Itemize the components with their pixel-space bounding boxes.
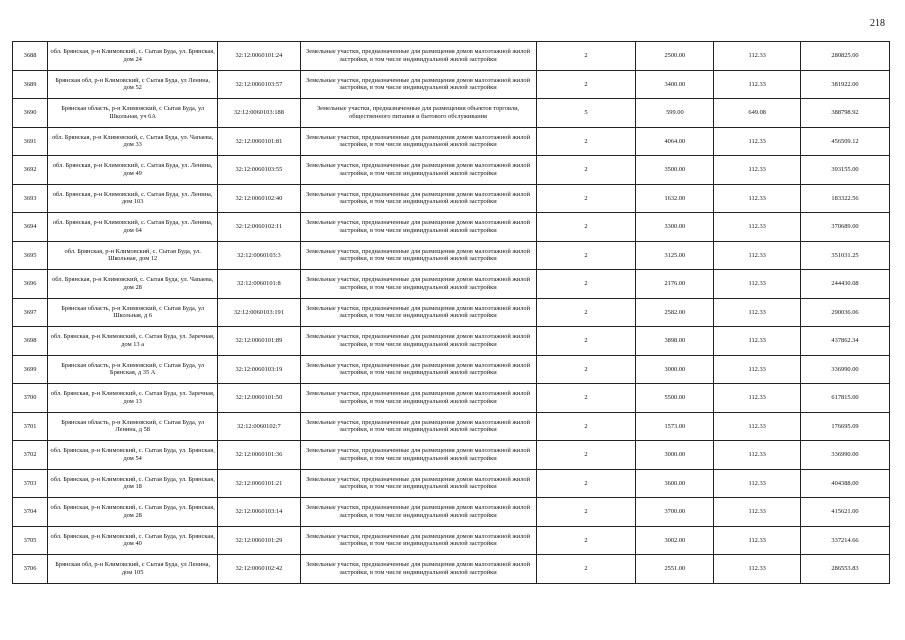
address-cell: обл. Брянская, р-н Климовский, с. Сытая Буда, ул. Брянская, дом 28: [48, 498, 218, 527]
table-row: [13, 526, 890, 555]
table-row: [13, 298, 890, 327]
area-cell: 599.00: [636, 99, 714, 128]
cadastral-value-cell: 336990.00: [801, 441, 890, 470]
area-cell: 3000.00: [636, 441, 714, 470]
table-row: [13, 270, 890, 299]
land-purpose-cell: Земельные участки, предназначенные для размещения домов малоэтажной жилой застройки, в том числе индивидуальной жилой застройки: [300, 555, 536, 584]
table-row: [13, 70, 890, 99]
area-cell: 5500.00: [636, 384, 714, 413]
row-number-cell: 3705: [13, 526, 48, 555]
land-purpose-cell: Земельные участки, предназначенные для размещения домов малоэтажной жилой застройки, в том числе индивидуальной жилой застройки: [300, 355, 536, 384]
cadastral-value-cell: 437862.34: [801, 327, 890, 356]
table-row: [13, 42, 890, 71]
row-number-cell: 3697: [13, 298, 48, 327]
row-number-cell: 3690: [13, 99, 48, 128]
table-row: [13, 469, 890, 498]
specific-value-cell: 112.33: [714, 384, 801, 413]
cadastral-number-cell: 32:12:0060101:24: [218, 42, 300, 71]
row-number-cell: 3701: [13, 412, 48, 441]
table-row: [13, 384, 890, 413]
address-cell: обл. Брянская, р-н Климовский, с. Сытая Буда, ул. Заречная, дом 13: [48, 384, 218, 413]
land-purpose-cell: Земельные участки, предназначенные для размещения домов малоэтажной жилой застройки, в том числе индивидуальной жилой застройки: [300, 184, 536, 213]
page-number: 218: [870, 18, 885, 29]
cadastral-number-cell: 32:12:0060102:11: [218, 213, 300, 242]
table-row: [13, 156, 890, 185]
cadastral-value-cell: 183322.56: [801, 184, 890, 213]
land-purpose-cell: Земельные участки, предназначенные для размещения домов малоэтажной жилой застройки, в том числе индивидуальной жилой застройки: [300, 127, 536, 156]
cadastral-value-cell: 617815.00: [801, 384, 890, 413]
row-number-cell: 3688: [13, 42, 48, 71]
purpose-group-code-cell: 2: [536, 213, 636, 242]
land-purpose-cell: Земельные участки, предназначенные для размещения домов малоэтажной жилой застройки, в том числе индивидуальной жилой застройки: [300, 327, 536, 356]
row-number-cell: 3692: [13, 156, 48, 185]
purpose-group-code-cell: 2: [536, 555, 636, 584]
land-purpose-cell: Земельные участки, предназначенные для размещения домов малоэтажной жилой застройки, в том числе индивидуальной жилой застройки: [300, 298, 536, 327]
purpose-group-code-cell: 2: [536, 70, 636, 99]
area-cell: 1573.00: [636, 412, 714, 441]
row-number-cell: 3700: [13, 384, 48, 413]
cadastral-number-cell: 32:12:0060102:7: [218, 412, 300, 441]
cadastral-value-cell: 286553.83: [801, 555, 890, 584]
land-purpose-cell: Земельные участки, предназначенные для размещения домов малоэтажной жилой застройки, в том числе индивидуальной жилой застройки: [300, 412, 536, 441]
cadastral-value-cell: 456509.12: [801, 127, 890, 156]
land-purpose-cell: Земельные участки, предназначенные для размещения домов малоэтажной жилой застройки, в том числе индивидуальной жилой застройки: [300, 384, 536, 413]
area-cell: 2551.00: [636, 555, 714, 584]
specific-value-cell: 112.33: [714, 298, 801, 327]
specific-value-cell: 112.33: [714, 127, 801, 156]
cadastral-number-cell: 32:12:0060103:191: [218, 298, 300, 327]
cadastral-number-cell: 32:12:0060103:14: [218, 498, 300, 527]
row-number-cell: 3695: [13, 241, 48, 270]
cadastral-number-cell: 32:12:0060103:19: [218, 355, 300, 384]
address-cell: Брянская обл, р-н Климовский, с Сытая Буда, ул Ленина, дом 52: [48, 70, 218, 99]
row-number-cell: 3702: [13, 441, 48, 470]
row-number-cell: 3691: [13, 127, 48, 156]
purpose-group-code-cell: 2: [536, 327, 636, 356]
cadastral-value-cell: 370689.00: [801, 213, 890, 242]
cadastral-value-cell: 404388.00: [801, 469, 890, 498]
cadastral-number-cell: 32:12:0060102:42: [218, 555, 300, 584]
purpose-group-code-cell: 2: [536, 270, 636, 299]
row-number-cell: 3689: [13, 70, 48, 99]
purpose-group-code-cell: 2: [536, 42, 636, 71]
specific-value-cell: 112.33: [714, 70, 801, 99]
land-purpose-cell: Земельные участки, предназначенные для размещения домов малоэтажной жилой застройки, в том числе индивидуальной жилой застройки: [300, 469, 536, 498]
purpose-group-code-cell: 2: [536, 412, 636, 441]
area-cell: 3002.00: [636, 526, 714, 555]
land-purpose-cell: Земельные участки, предназначенные для размещения домов малоэтажной жилой застройки, в том числе индивидуальной жилой застройки: [300, 526, 536, 555]
address-cell: Брянская область, р-н Климовский, с Сытая Буда, ул Школьная, д 6: [48, 298, 218, 327]
row-number-cell: 3696: [13, 270, 48, 299]
cadastral-number-cell: 32:12:0060101:89: [218, 327, 300, 356]
area-cell: 3600.00: [636, 469, 714, 498]
specific-value-cell: 112.33: [714, 526, 801, 555]
row-number-cell: 3706: [13, 555, 48, 584]
land-purpose-cell: Земельные участки, предназначенные для размещения домов малоэтажной жилой застройки, в том числе индивидуальной жилой застройки: [300, 270, 536, 299]
area-cell: 3000.00: [636, 355, 714, 384]
cadastral-value-cell: 337214.66: [801, 526, 890, 555]
row-number-cell: 3694: [13, 213, 48, 242]
purpose-group-code-cell: 2: [536, 156, 636, 185]
registry-table-body: [13, 42, 890, 584]
land-purpose-cell: Земельные участки, предназначенные для размещения домов малоэтажной жилой застройки, в том числе индивидуальной жилой застройки: [300, 441, 536, 470]
specific-value-cell: 112.33: [714, 42, 801, 71]
address-cell: обл. Брянская, р-н Климовский, с. Сытая Буда, ул. Ленина, дом 49: [48, 156, 218, 185]
address-cell: Брянская область, р-н Климовский, с Сытая Буда, ул Школьная, уч 6А: [48, 99, 218, 128]
table-row: [13, 412, 890, 441]
area-cell: 3125.00: [636, 241, 714, 270]
specific-value-cell: 112.33: [714, 327, 801, 356]
purpose-group-code-cell: 2: [536, 526, 636, 555]
land-purpose-cell: Земельные участки, предназначенные для размещения домов малоэтажной жилой застройки, в том числе индивидуальной жилой застройки: [300, 70, 536, 99]
land-purpose-cell: Земельные участки, предназначенные для размещения домов малоэтажной жилой застройки, в том числе индивидуальной жилой застройки: [300, 213, 536, 242]
area-cell: 2582.00: [636, 298, 714, 327]
cadastral-number-cell: 32:12:0060101:50: [218, 384, 300, 413]
area-cell: 2500.00: [636, 42, 714, 71]
address-cell: обл. Брянская, р-н Климовский, с. Сытая Буда, ул. Школьная, дом 12: [48, 241, 218, 270]
specific-value-cell: 112.33: [714, 355, 801, 384]
cadastral-value-cell: 388798.92: [801, 99, 890, 128]
specific-value-cell: 112.33: [714, 184, 801, 213]
cadastral-value-cell: 280825.00: [801, 42, 890, 71]
cadastral-number-cell: 32:12:0060102:40: [218, 184, 300, 213]
address-cell: обл. Брянская, р-н Климовский, с. Сытая Буда, ул. Брянская, дом 40: [48, 526, 218, 555]
area-cell: 3500.00: [636, 156, 714, 185]
table-row: [13, 213, 890, 242]
land-purpose-cell: Земельные участки, предназначенные для размещения домов малоэтажной жилой застройки, в том числе индивидуальной жилой застройки: [300, 42, 536, 71]
address-cell: Брянская обл, р-н Климовский, с Сытая Буда, ул Ленина, дом 105: [48, 555, 218, 584]
cadastral-value-cell: 176695.09: [801, 412, 890, 441]
specific-value-cell: 112.33: [714, 241, 801, 270]
address-cell: обл. Брянская, р-н Климовский, с. Сытая Буда, ул. Брянская, дом 18: [48, 469, 218, 498]
specific-value-cell: 112.33: [714, 213, 801, 242]
address-cell: обл. Брянская, р-н Климовский, с. Сытая Буда, ул. Чапаева, дом 28: [48, 270, 218, 299]
cadastral-number-cell: 32:12:0060101:81: [218, 127, 300, 156]
purpose-group-code-cell: 2: [536, 298, 636, 327]
cadastral-number-cell: 32:12:0060103:3: [218, 241, 300, 270]
address-cell: обл. Брянская, р-н Климовский, с. Сытая Буда, ул. Брянская, дом 24: [48, 42, 218, 71]
land-purpose-cell: Земельные участки, предназначенные для размещения объектов торговли, общественного питания и бытового обслуживания: [300, 99, 536, 128]
cadastral-value-cell: 290036.06: [801, 298, 890, 327]
cadastral-value-cell: 351031.25: [801, 241, 890, 270]
cadastral-value-cell: 415621.00: [801, 498, 890, 527]
purpose-group-code-cell: 2: [536, 384, 636, 413]
land-purpose-cell: Земельные участки, предназначенные для размещения домов малоэтажной жилой застройки, в том числе индивидуальной жилой застройки: [300, 241, 536, 270]
specific-value-cell: 112.33: [714, 156, 801, 185]
area-cell: 4064.00: [636, 127, 714, 156]
table-row: [13, 441, 890, 470]
land-purpose-cell: Земельные участки, предназначенные для размещения домов малоэтажной жилой застройки, в том числе индивидуальной жилой застройки: [300, 498, 536, 527]
address-cell: Брянская область, р-н Климовский, с Сытая Буда, ул Ленина, д 58: [48, 412, 218, 441]
area-cell: 3700.00: [636, 498, 714, 527]
address-cell: Брянская область, р-н Климовский, с Сытая Буда, ул Брянская, д 35 А: [48, 355, 218, 384]
row-number-cell: 3699: [13, 355, 48, 384]
table-row: [13, 99, 890, 128]
purpose-group-code-cell: 5: [536, 99, 636, 128]
table-row: [13, 241, 890, 270]
cadastral-number-cell: 32:12:0060103:188: [218, 99, 300, 128]
cadastral-number-cell: 32:12:0060103:55: [218, 156, 300, 185]
area-cell: 3898.00: [636, 327, 714, 356]
row-number-cell: 3698: [13, 327, 48, 356]
cadastral-number-cell: 32:12:0060101:29: [218, 526, 300, 555]
specific-value-cell: 112.33: [714, 412, 801, 441]
cadastral-value-cell: 393155.00: [801, 156, 890, 185]
purpose-group-code-cell: 2: [536, 355, 636, 384]
address-cell: обл. Брянская, р-н Климовский, с. Сытая Буда, ул. Ленина, дом 103: [48, 184, 218, 213]
table-row: [13, 498, 890, 527]
cadastral-number-cell: 32:12:0060103:57: [218, 70, 300, 99]
cadastral-number-cell: 32:12:0060101:8: [218, 270, 300, 299]
specific-value-cell: 112.33: [714, 555, 801, 584]
address-cell: обл. Брянская, р-н Климовский, с. Сытая Буда, ул. Заречная, дом 13 а: [48, 327, 218, 356]
purpose-group-code-cell: 2: [536, 184, 636, 213]
land-registry-table: [12, 41, 890, 584]
specific-value-cell: 112.33: [714, 469, 801, 498]
cadastral-number-cell: 32:12:0060101:36: [218, 441, 300, 470]
area-cell: 3400.00: [636, 70, 714, 99]
area-cell: 2176.00: [636, 270, 714, 299]
cadastral-value-cell: 244430.08: [801, 270, 890, 299]
specific-value-cell: 649.08: [714, 99, 801, 128]
table-row: [13, 555, 890, 584]
address-cell: обл. Брянская, р-н Климовский, с. Сытая Буда, ул. Ленина, дом 64: [48, 213, 218, 242]
purpose-group-code-cell: 2: [536, 441, 636, 470]
land-purpose-cell: Земельные участки, предназначенные для размещения домов малоэтажной жилой застройки, в том числе индивидуальной жилой застройки: [300, 156, 536, 185]
purpose-group-code-cell: 2: [536, 241, 636, 270]
purpose-group-code-cell: 2: [536, 498, 636, 527]
row-number-cell: 3703: [13, 469, 48, 498]
purpose-group-code-cell: 2: [536, 469, 636, 498]
cadastral-value-cell: 336990.00: [801, 355, 890, 384]
specific-value-cell: 112.33: [714, 270, 801, 299]
cadastral-number-cell: 32:12:0060101:21: [218, 469, 300, 498]
specific-value-cell: 112.33: [714, 498, 801, 527]
row-number-cell: 3704: [13, 498, 48, 527]
purpose-group-code-cell: 2: [536, 127, 636, 156]
table-row: [13, 327, 890, 356]
row-number-cell: 3693: [13, 184, 48, 213]
table-row: [13, 184, 890, 213]
cadastral-value-cell: 381922.00: [801, 70, 890, 99]
table-row: [13, 355, 890, 384]
area-cell: 3300.00: [636, 213, 714, 242]
area-cell: 1632.00: [636, 184, 714, 213]
address-cell: обл. Брянская, р-н Климовский, с. Сытая Буда, ул. Чапаева, дом 33: [48, 127, 218, 156]
specific-value-cell: 112.33: [714, 441, 801, 470]
table-row: [13, 127, 890, 156]
address-cell: обл. Брянская, р-н Климовский, с. Сытая Буда, ул. Брянская, дом 54: [48, 441, 218, 470]
